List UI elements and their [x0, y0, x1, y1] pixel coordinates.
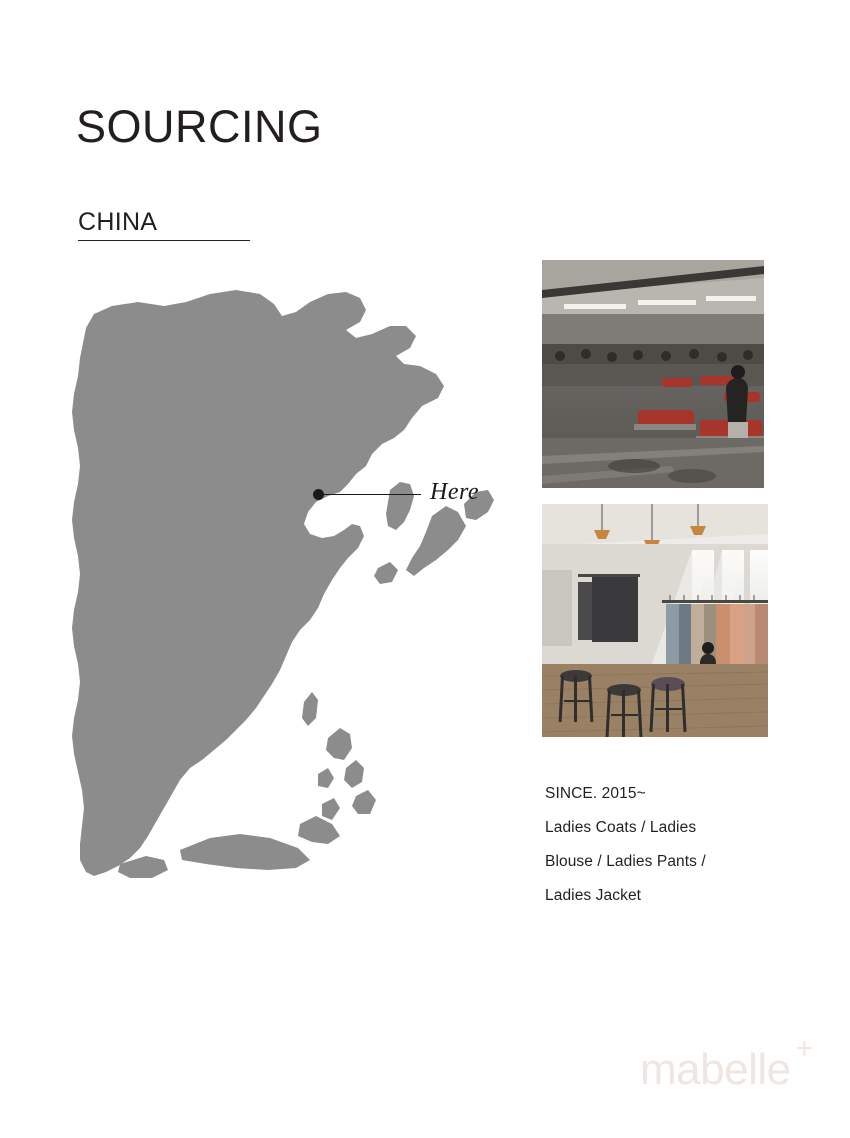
page-subtitle: CHINA	[78, 208, 158, 236]
caption-line-4: Ladies Jacket	[545, 887, 642, 904]
subtitle-block	[78, 208, 250, 241]
page-title: SOURCING	[76, 101, 323, 152]
subtitle-underline	[78, 240, 250, 241]
factory-sewing-floor-photo	[542, 260, 764, 488]
showroom-clothing-racks-photo	[542, 504, 768, 737]
east-asia-map	[60, 268, 520, 908]
caption-line-2: Ladies Coats / Ladies	[545, 819, 697, 836]
location-marker-line	[323, 494, 421, 495]
mabelle-logo	[640, 1032, 813, 1094]
sourcing-caption	[545, 777, 815, 913]
caption-line-1: SINCE. 2015~	[545, 785, 646, 802]
caption-line-3: Blouse / Ladies Pants /	[545, 853, 706, 870]
location-marker-label: Here	[430, 479, 480, 505]
logo-plus-icon: +	[795, 1032, 813, 1065]
logo-text: mabelle	[640, 1045, 791, 1094]
